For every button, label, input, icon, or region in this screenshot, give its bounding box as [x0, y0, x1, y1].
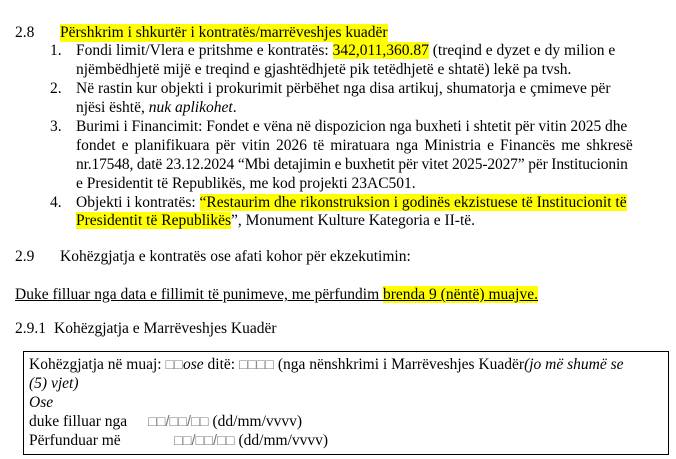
days-label: ditë: — [203, 356, 239, 373]
end-date-label: Përfunduar më — [29, 432, 121, 449]
subsection-number-2-9-1: 2.9.1 — [15, 320, 46, 337]
box-line-3: Ose — [29, 394, 54, 411]
box-line-2: (5) vjet) — [29, 375, 79, 392]
section-number-2-9: 2.9 — [15, 248, 35, 265]
item-2-period: . — [232, 99, 237, 116]
item-number-1: 1. — [50, 42, 62, 59]
item-3-line-1: Burimi i Financimit: Fondet e vëna në dispozicion nga buxheti i shtetit për vitin 2025 dhe — [76, 118, 628, 135]
item-4-label: Objekti i kontratës: — [76, 194, 200, 211]
months-input[interactable]: □□ — [165, 357, 183, 373]
contract-value: 342,011,360.87 — [332, 42, 429, 59]
item-1-line-2: njëmbëdhjetë mijë e treqind e gjashtëdhjetë pik tetëdhjetë e shtatë) lekë pa tvsh. — [76, 61, 572, 78]
months-label: Kohëzgjatja në muaj: — [29, 356, 166, 373]
item-2-text: njësi është, — [76, 99, 149, 116]
section-title-2-9: Kohëzgjatja e kontratës ose afati kohor për ekzekutimin: — [60, 248, 411, 265]
duration-text: Duke filluar nga data e fillimit të punimeve, me përfundim — [15, 286, 384, 303]
item-2-italic: nuk aplikohet — [148, 99, 233, 116]
item-3-line-2: fondet e planifikuara për vitin 2026 të miratuara nga Ministria e Financës me shkresë — [76, 137, 633, 154]
days-input[interactable]: □□□□ — [238, 357, 274, 373]
framework-duration-box — [23, 351, 669, 455]
item-4-line-1 — [76, 194, 627, 212]
duration-highlight: brenda 9 (nëntë) muajve. — [383, 286, 538, 303]
start-date-row — [148, 413, 302, 431]
item-4-line-2 — [76, 212, 475, 230]
start-date-input[interactable]: □□/□□/□□ — [148, 414, 209, 430]
contract-object-highlight-cont: Presidentit të Republikës — [76, 212, 231, 229]
end-date-row — [174, 432, 328, 450]
start-date-label: duke filluar nga — [29, 413, 128, 430]
item-1-value-words: (treqind e dyzet e dy milion e — [428, 42, 616, 59]
item-1-line-1 — [76, 42, 615, 60]
section-title-2-8: Përshkrim i shkurtër i kontratës/marrëveshjes kuadër — [60, 24, 388, 41]
item-4-tail: ”, Monument Kulture Kategoria e II-të. — [230, 212, 476, 229]
contract-object-highlight: “Restaurim dhe rikonstruksion i godinës ekzistuese të Institucionit të — [199, 194, 627, 211]
end-date-format: (dd/mm/vvvv) — [234, 432, 329, 449]
max-years-note: (jo më shumë se — [524, 356, 624, 373]
item-number-4: 4. — [50, 194, 62, 211]
item-3-line-3: nr.17548, datë 23.12.2024 “Mbi detajimin e buxhetit për vitet 2025-2027” për Institucionin — [76, 156, 628, 173]
item-2-line-1: Në rastin kur objekti i prokurimit përbëhet nga disa artikuj, shumatorja e çmimeve për — [76, 80, 611, 97]
end-date-input[interactable]: □□/□□/□□ — [174, 433, 235, 449]
start-date-format: (dd/mm/vvvv) — [208, 413, 303, 430]
item-3-line-4: e Presidentit të Republikës, me kod projekti 23AC501. — [76, 175, 416, 192]
duration-statement — [15, 286, 538, 304]
item-number-2: 2. — [50, 80, 62, 97]
item-1-label: Fondi limit/Vlera e pritshme e kontratës: — [76, 42, 333, 59]
signing-note: (nga nënshkrimi i Marrëveshjes Kuadër — [274, 356, 525, 373]
subsection-title-2-9-1: Kohëzgjatja e Marrëveshjes Kuadër — [54, 320, 277, 337]
section-number-2-8: 2.8 — [15, 24, 35, 41]
ose-label: ose — [182, 356, 204, 373]
box-line-1 — [29, 356, 624, 374]
item-number-3: 3. — [50, 118, 62, 135]
item-2-line-2 — [76, 99, 237, 117]
